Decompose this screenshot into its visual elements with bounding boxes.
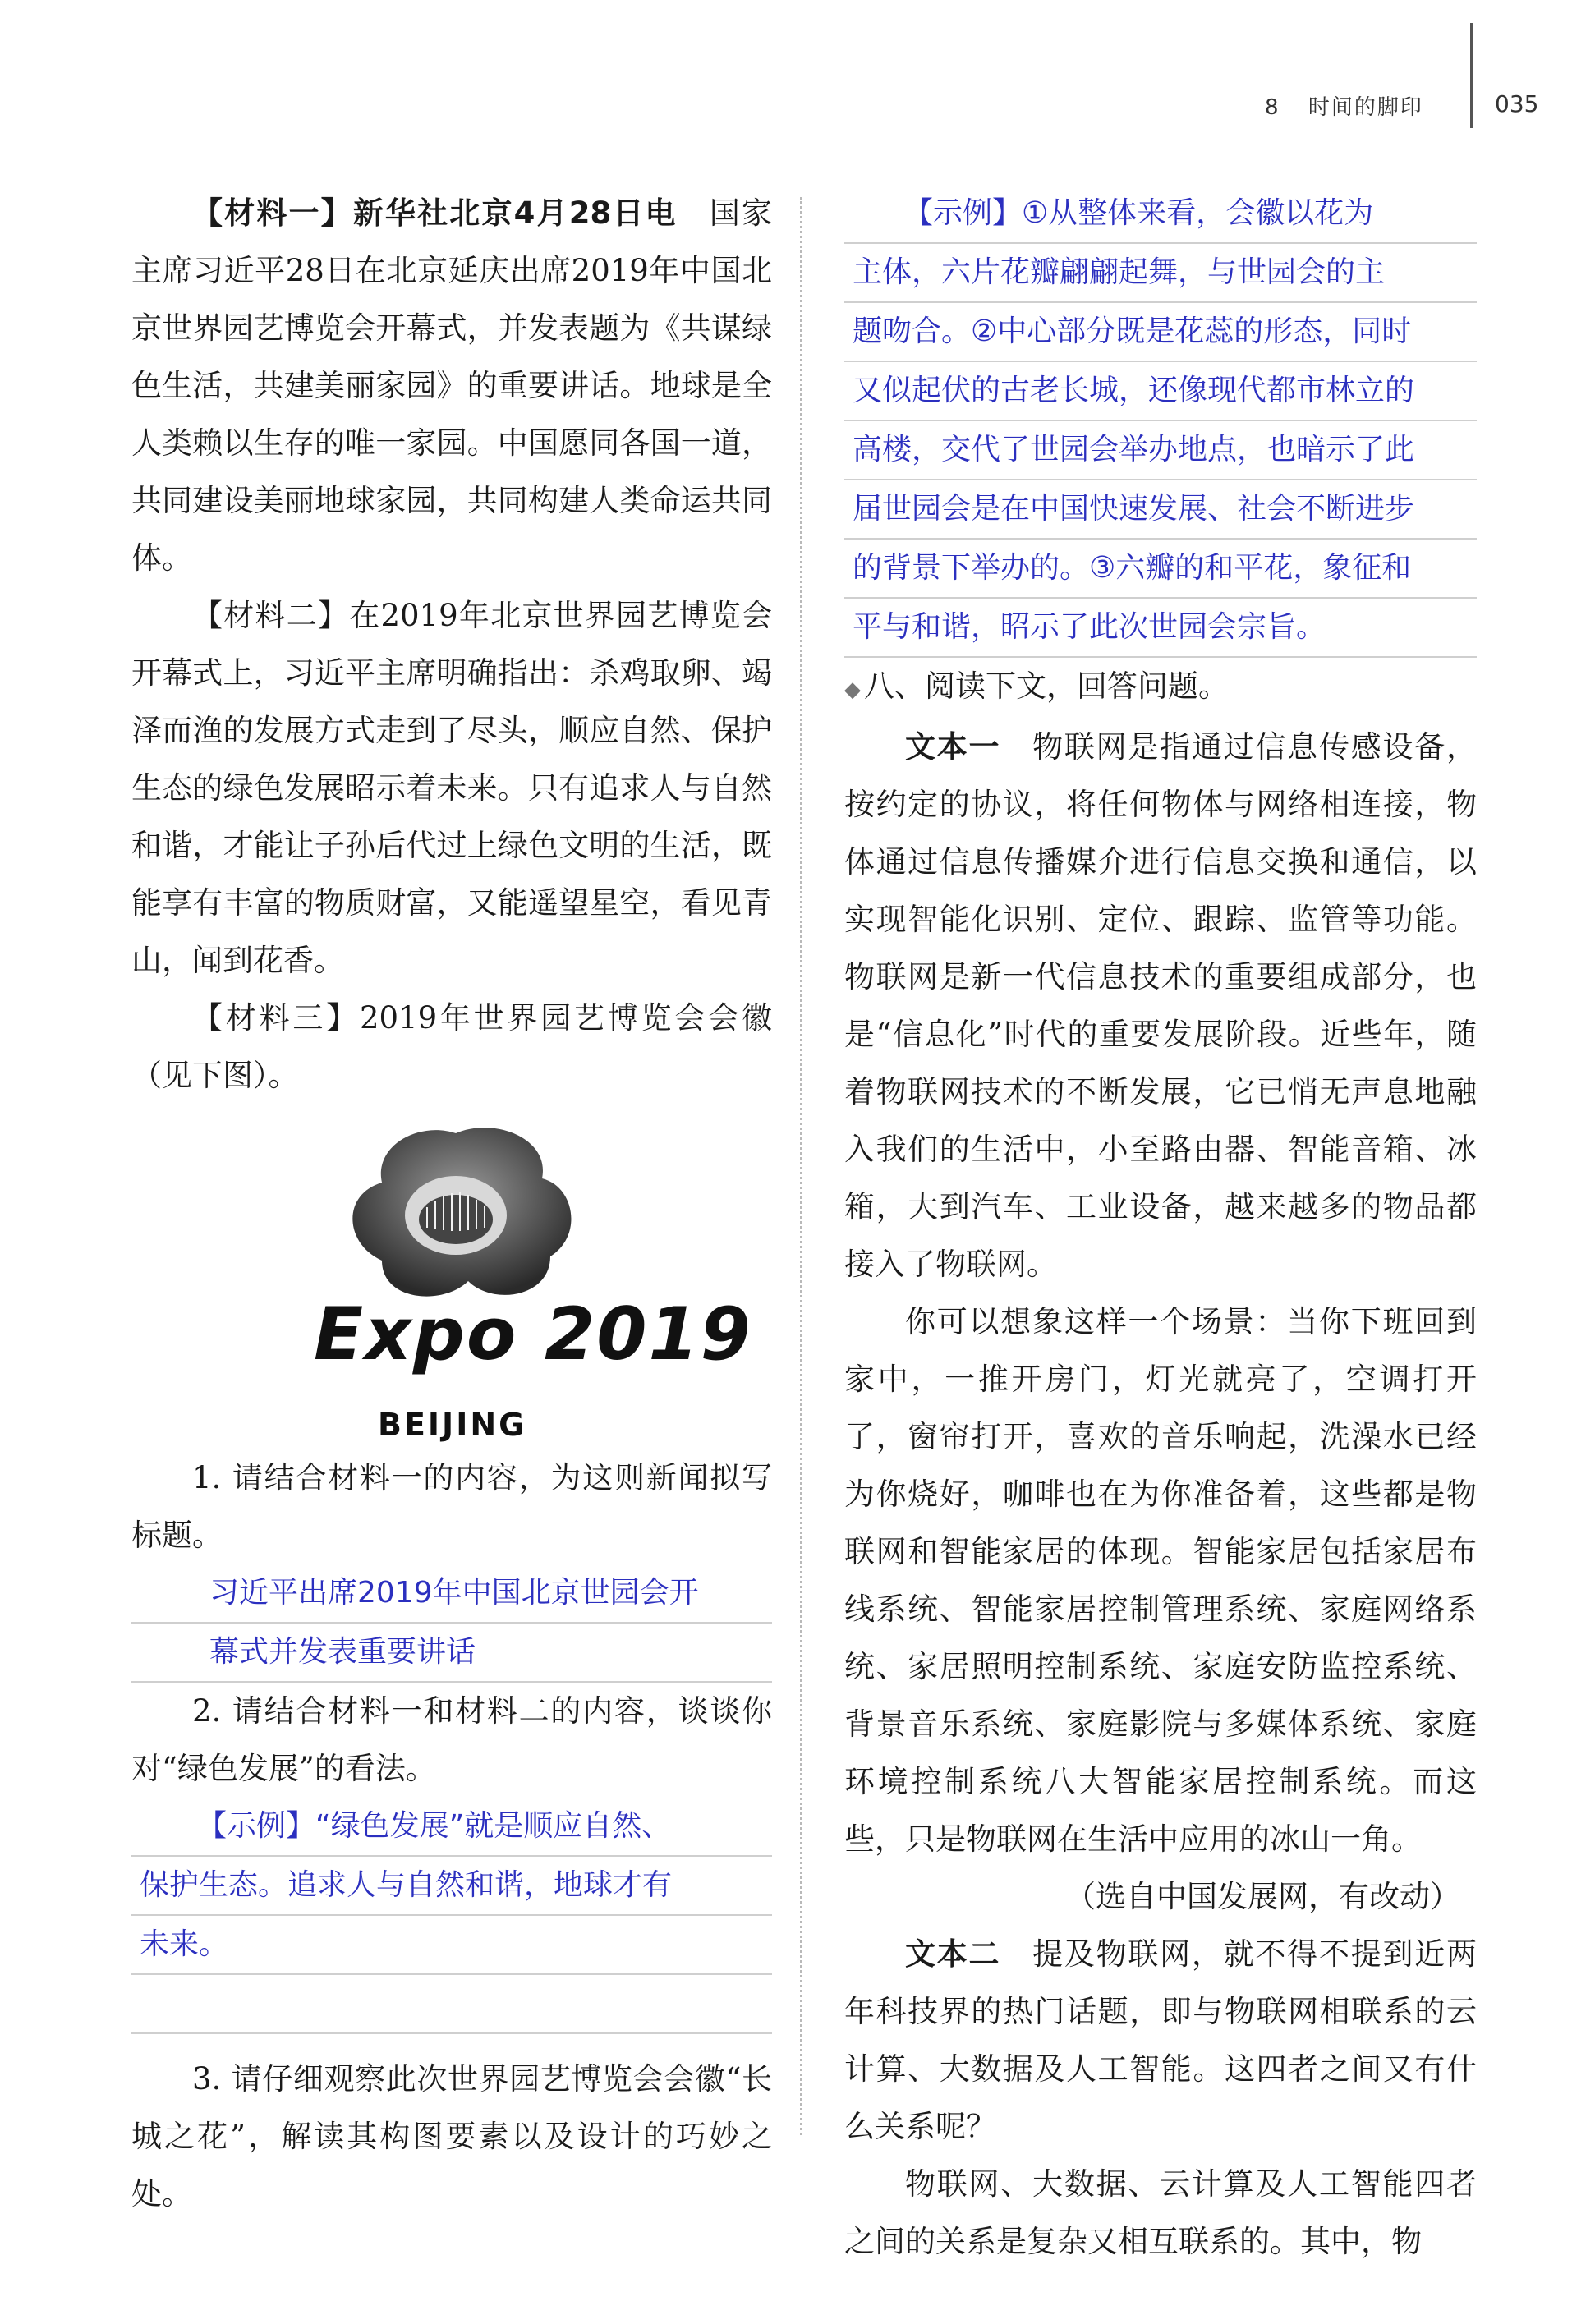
flower-emblem-icon (304, 1121, 608, 1310)
answer-3-line: 高楼，交代了世园会举办地点，也暗示了此 (844, 421, 1477, 480)
material-one (131, 185, 772, 587)
answer-3-line: 【示例】①从整体来看，会徽以花为 (844, 185, 1477, 244)
right-column (844, 185, 1477, 2271)
material-one-text: 国家主席习近平28日在北京延庆出席2019年中国北京世界园艺博览会开幕式，并发表题为《共谋绿色生活，共建美丽家园》的重要讲话。地球是全人类赖以生存的唯一家园。中国愿同各国一道，共同建设美丽地球家园，共同构建人类命运共同体。 (131, 195, 773, 576)
material-two-text: 在2019年北京世界园艺博览会开幕式上，习近平主席明确指出：杀鸡取卵、竭泽而渔的发展方式走到了尽头，顺应自然、保护生态的绿色发展昭示着未来。只有追求人与自然和谐，才能让子孙后代过上绿色文明的生活，既能享有丰富的物质财富，又能遥望星空，看见青山，闻到花香。 (131, 598, 772, 978)
answer-2-line: 保护生态。追求人与自然和谐，地球才有 (131, 1857, 772, 1916)
text-one-source: （选自中国发展网，有改动） (1065, 1879, 1460, 1914)
chapter-heading (1265, 90, 1423, 121)
text-two-para-1 (844, 1926, 1477, 2156)
answer-1-line: 幕式并发表重要讲话 (131, 1624, 772, 1683)
material-one-label: 【材料一】新华社北京4月28日电 (192, 195, 678, 231)
column-divider (800, 197, 802, 2135)
chapter-number: 8 (1265, 95, 1280, 120)
chapter-title: 时间的脚印 (1308, 95, 1423, 120)
question-3: 3. 请仔细观察此次世界园艺博览会会徽“长城之花”，解读其构图要素以及设计的巧妙之处。 (131, 2061, 772, 2211)
expo-logo (131, 1121, 772, 1449)
material-two (131, 587, 772, 990)
text-one-para-1 (844, 719, 1477, 1293)
answer-3 (844, 185, 1477, 658)
expo-logo-wordmark: Expo 2019 (314, 1292, 752, 1376)
text-one-para-2: 你可以想象这样一个场景：当你下班回到家中，一推开房门，灯光就亮了，空调打开了，窗帘打开，喜欢的音乐响起，洗澡水已经为你烧好，咖啡也在为你准备着，这些都是物联网和智能家居的体现。智能家居包括家居布线系统、智能家居控制管理系统、家庭网络系统、家居照明控制系统、家庭安防监控系统、背景音乐系统、家庭影院与多媒体系统、家庭环境控制系统八大智能家居控制系统。而这些，只是物联网在生活中应用的冰山一角。 (844, 1304, 1477, 1857)
text-one-label: 文本一 (905, 729, 1001, 765)
answer-3-line: 平与和谐，昭示了此次世园会宗旨。 (844, 599, 1477, 658)
answer-1-line: 习近平出席2019年中国北京世园会开 (131, 1564, 772, 1624)
answer-3-line: 主体，六片花瓣翩翩起舞，与世园会的主 (844, 244, 1477, 303)
answer-2-line: 未来。 (131, 1916, 772, 1975)
question-2: 2. 请结合材料一和材料二的内容，谈谈你对“绿色发展”的看法。 (131, 1693, 772, 1786)
blank-answer-line (131, 1975, 772, 2034)
left-column (131, 185, 772, 2223)
page-number: 035 (1495, 90, 1539, 117)
answer-3-line: 届世园会是在中国快速发展、社会不断进步 (844, 480, 1477, 540)
expo-logo-city: BEIJING (378, 1407, 527, 1443)
header-divider (1470, 23, 1473, 128)
answer-3-line: 的背景下举办的。③六瓣的和平花，象征和 (844, 540, 1477, 599)
answer-3-line: 又似起伏的古老长城，还像现代都市林立的 (844, 362, 1477, 421)
text-two-para-2: 物联网、大数据、云计算及人工智能四者之间的关系是复杂又相互联系的。其中，物 (844, 2166, 1477, 2259)
question-1: 1. 请结合材料一的内容，为这则新闻拟写标题。 (131, 1460, 772, 1553)
material-three: 【材料三】2019年世界园艺博览会会徽（见下图）。 (131, 1000, 772, 1093)
text-two-label: 文本二 (905, 1936, 1001, 1972)
answer-2 (131, 1798, 772, 2034)
text-one-body: 物联网是指通过信息传感设备，按约定的协议，将任何物体与网络相连接，物体通过信息传播媒介进行信息交换和通信，以实现智能化识别、定位、跟踪、监管等功能。物联网是新一代信息技术的重要组成部分，也是“信息化”时代的重要发展阶段。近些年，随着物联网技术的不断发展，它已悄无声息地融入我们的生活中，小至路由器、智能音箱、冰箱，大到汽车、工业设备，越来越多的物品都接入了物联网。 (844, 729, 1478, 1282)
answer-3-line: 题吻合。②中心部分既是花蕊的形态，同时 (844, 303, 1477, 362)
material-two-label: 【材料二】 (192, 598, 350, 633)
text-two-body: 提及物联网，就不得不提到近两年科技界的热门话题，即与物联网相联系的云计算、大数据及人工智能。这四者之间又有什么关系呢？ (844, 1936, 1478, 2144)
section-title: ◆ 八、阅读下文，回答问题。 (844, 658, 1477, 719)
answer-1 (131, 1564, 772, 1683)
answer-2-line: 【示例】“绿色发展”就是顺应自然、 (131, 1798, 772, 1857)
